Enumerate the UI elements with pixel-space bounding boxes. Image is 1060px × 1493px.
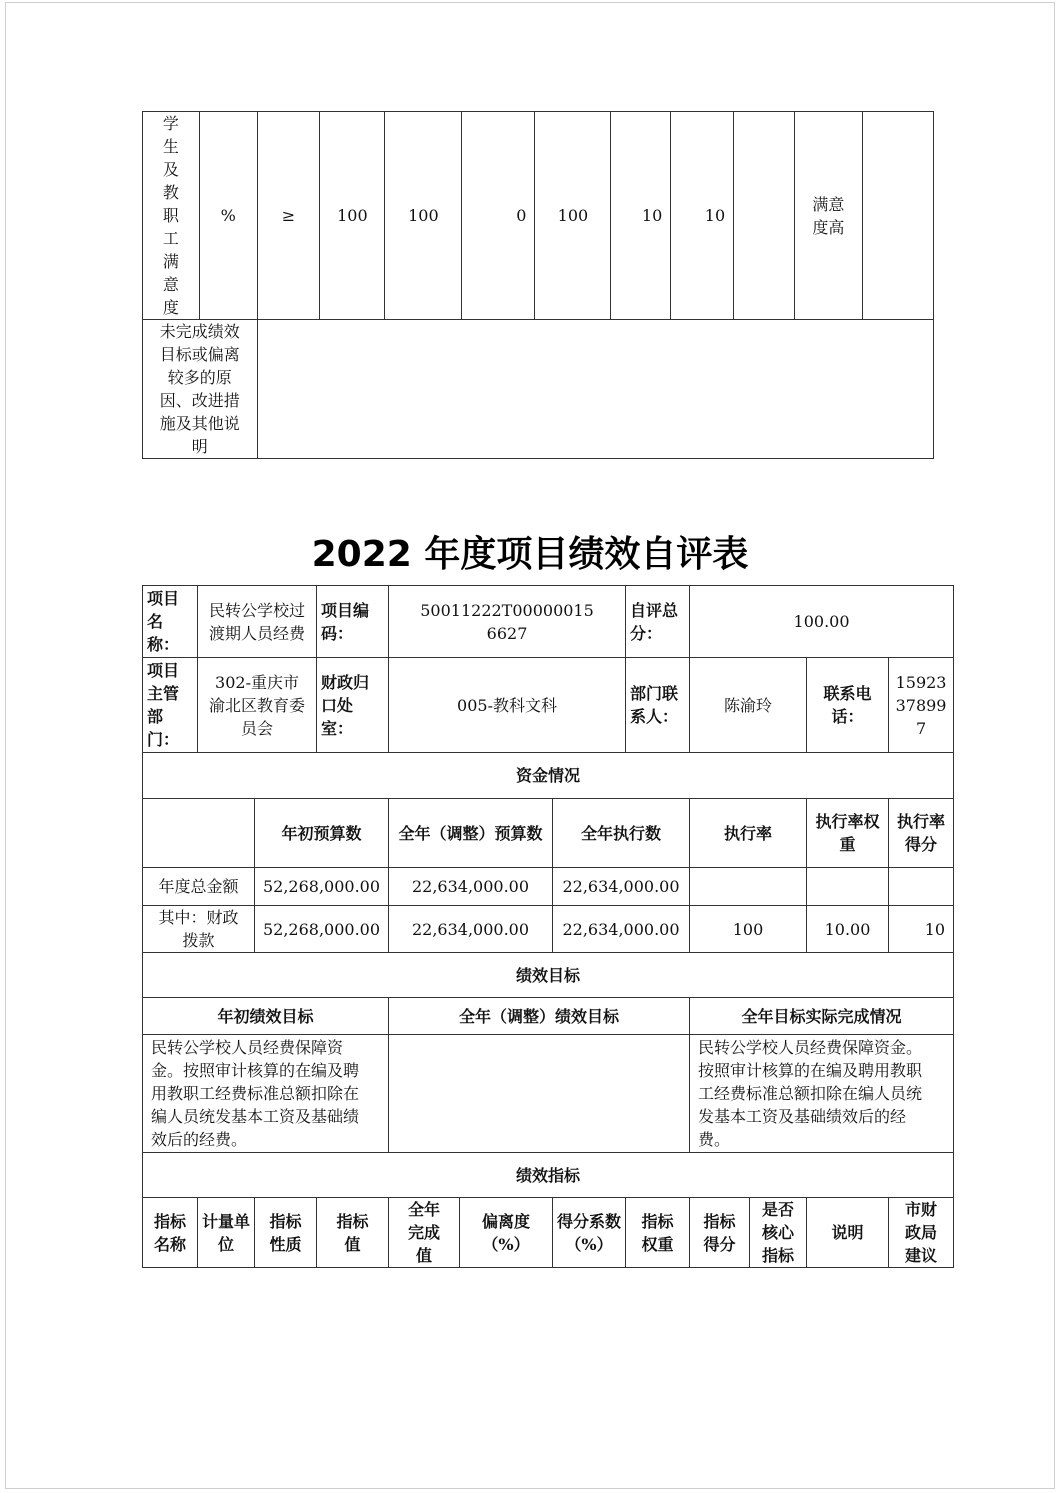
project-code: 50011222T000000156627: [389, 586, 626, 658]
reason-value: [257, 320, 933, 459]
indicator-header: 指标权重: [626, 1198, 690, 1268]
goals-header: 年初绩效目标: [143, 998, 389, 1035]
indicator-header: 指标得分: [690, 1198, 750, 1268]
indicator-continuation-table: [142, 111, 934, 459]
funds-cell: [690, 868, 807, 906]
table-row: [143, 1153, 954, 1198]
funds-cell: [889, 868, 954, 906]
funds-cell: 10: [889, 906, 954, 953]
indicator-header: 是否核心指标: [750, 1198, 807, 1268]
table-row: [143, 868, 954, 906]
indicator-value: 100: [320, 112, 385, 320]
indicator-header: 说明: [807, 1198, 889, 1268]
table-row: [143, 998, 954, 1035]
goal-actual: 民转公学校人员经费保障资金。按照审计核算的在编及聘用教职工经费标准总额扣除在编人员统发基本工资及基础绩效后的经费。: [690, 1035, 954, 1153]
self-score: 100.00: [690, 586, 954, 658]
indicator-nature: ≥: [257, 112, 320, 320]
table-row: [143, 953, 954, 998]
self-evaluation-table: [142, 585, 954, 1268]
funds-cell: 10.00: [807, 906, 889, 953]
funds-header: 执行率: [690, 799, 807, 868]
funds-cell: [807, 868, 889, 906]
goal-initial: 民转公学校人员经费保障资金。按照审计核算的在编及聘用教职工经费标准总额扣除在编人员统发基本工资及基础绩效后的经费。: [143, 1035, 389, 1153]
funds-cell: 年度总金额: [143, 868, 255, 906]
indicator-coef: 100: [535, 112, 611, 320]
table-row: [143, 112, 934, 320]
reason-label: 未完成绩效目标或偏离较多的原因、改进措施及其他说明: [143, 320, 258, 459]
dept: 302-重庆市渝北区教育委员会: [198, 658, 317, 753]
finance-label: 财政归口处室：: [317, 658, 389, 753]
goals-header: 全年目标实际完成情况: [690, 998, 954, 1035]
table-row: [143, 799, 954, 868]
indicator-deviation: 0: [462, 112, 535, 320]
finance: 005-教科文科: [389, 658, 626, 753]
funds-header: 执行率权重: [807, 799, 889, 868]
funds-header: 全年执行数: [553, 799, 690, 868]
contact: 陈渝玲: [690, 658, 807, 753]
page-title: 2022 年度项目绩效自评表: [311, 534, 749, 575]
table-row: [143, 1035, 954, 1153]
indicator-header: 得分系数（%）: [553, 1198, 626, 1268]
indicators-section-title: 绩效指标: [143, 1153, 954, 1198]
funds-cell: 52,268,000.00: [255, 868, 389, 906]
table-row: [143, 1198, 954, 1268]
project-name-label: 项目名称：: [143, 586, 198, 658]
table-row: [143, 906, 954, 953]
goals-section-title: 绩效目标: [143, 953, 954, 998]
indicator-header: 全年完成值: [389, 1198, 460, 1268]
goals-header: 全年（调整）绩效目标: [389, 998, 690, 1035]
funds-cell: 22,634,000.00: [553, 868, 690, 906]
funds-cell: 100: [690, 906, 807, 953]
indicator-score: 10: [671, 112, 734, 320]
indicator-weight: 10: [611, 112, 671, 320]
funds-section-title: 资金情况: [143, 753, 954, 799]
table-row: [143, 658, 954, 753]
funds-cell: 22,634,000.00: [389, 906, 553, 953]
indicator-header: 计量单位: [198, 1198, 255, 1268]
phone-label: 联系电话：: [807, 658, 889, 753]
indicator-actual: 100: [385, 112, 462, 320]
self-score-label: 自评总分：: [626, 586, 690, 658]
indicator-core: [734, 112, 795, 320]
dept-label: 项目主管部门：: [143, 658, 198, 753]
funds-cell: 52,268,000.00: [255, 906, 389, 953]
funds-header: 年初预算数: [255, 799, 389, 868]
indicator-header: 指标性质: [255, 1198, 317, 1268]
indicator-note: 满意度高: [794, 112, 862, 320]
table-row: [143, 586, 954, 658]
indicator-unit: %: [199, 112, 257, 320]
indicator-header: 指标名称: [143, 1198, 198, 1268]
contact-label: 部门联系人：: [626, 658, 690, 753]
funds-cell: 22,634,000.00: [553, 906, 690, 953]
project-code-label: 项目编码：: [317, 586, 389, 658]
table-row: [143, 320, 934, 459]
funds-header: [143, 799, 255, 868]
indicator-advice: [862, 112, 933, 320]
funds-header: 全年（调整）预算数: [389, 799, 553, 868]
funds-cell: 其中：财政拨款: [143, 906, 255, 953]
table-row: [143, 753, 954, 799]
phone: 15923378997: [889, 658, 954, 753]
goal-adjusted: [389, 1035, 690, 1153]
indicator-header: 偏离度（%）: [460, 1198, 553, 1268]
project-name: 民转公学校过渡期人员经费: [198, 586, 317, 658]
indicator-name: 学生及教职工满意度: [143, 112, 200, 320]
indicator-header: 指标值: [317, 1198, 389, 1268]
funds-header: 执行率得分: [889, 799, 954, 868]
funds-cell: 22,634,000.00: [389, 868, 553, 906]
indicator-header: 市财政局建议: [889, 1198, 954, 1268]
